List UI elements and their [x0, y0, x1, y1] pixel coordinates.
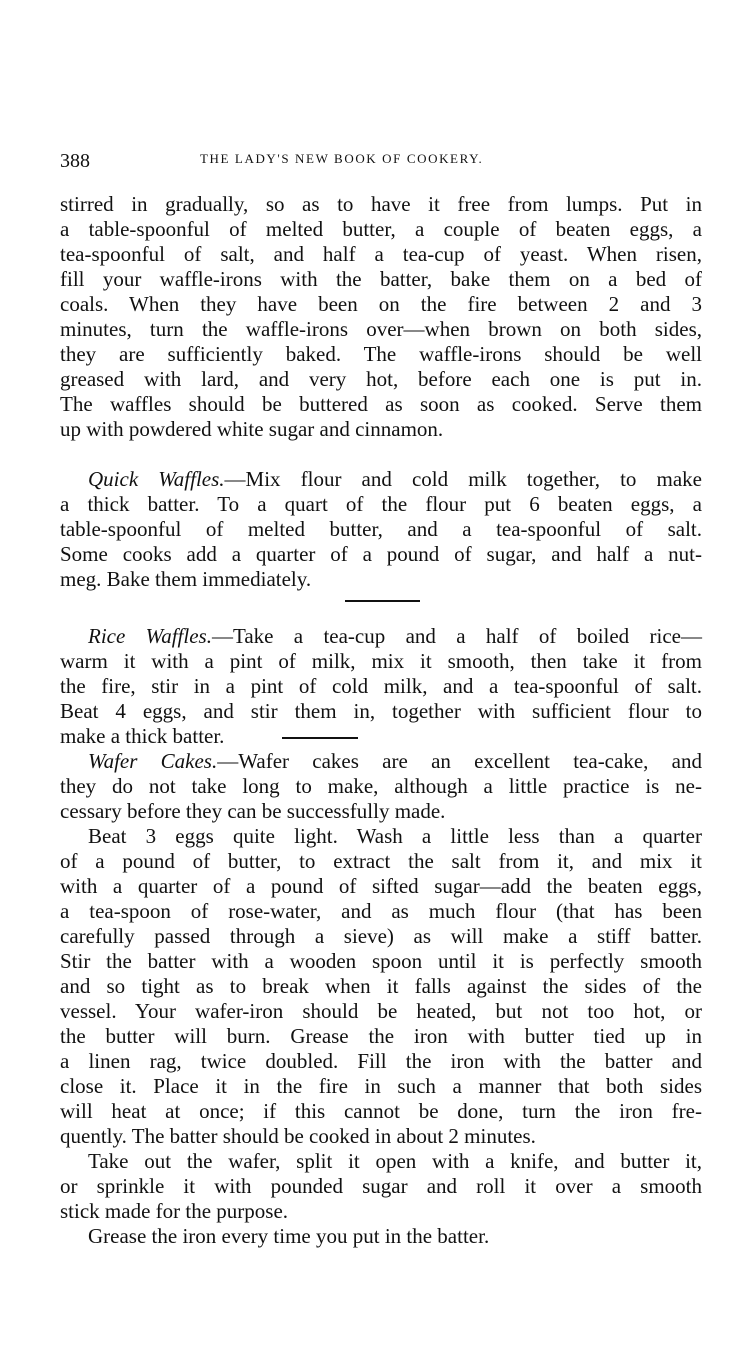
text-line — [60, 724, 702, 749]
text-line: Take out the wafer, split it open with a knife, and butter it, — [88, 1149, 702, 1173]
text-line: greased with lard, and very hot, before each one is put in. — [60, 367, 702, 391]
text-line: and so tight as to break when it falls against the sides of the — [60, 974, 702, 998]
text-line: tea-spoonful of salt, and half a tea-cup of yeast. When risen, — [60, 242, 702, 266]
text-line: the fire, stir in a pint of cold milk, and a tea-spoonful of salt. — [60, 674, 702, 698]
text-line: stick made for the purpose. — [60, 1199, 289, 1223]
text-line: a tea-spoon of rose-water, and as much flour (that has been — [60, 899, 702, 923]
text-line: close it. Place it in the fire in such a manner that both sides — [60, 1074, 702, 1098]
text-line: cessary before they can be successfully made. — [60, 799, 446, 823]
text-line: Grease the iron every time you put in the batter. — [88, 1224, 490, 1248]
text-line: warm it with a pint of milk, mix it smooth, then take it from — [60, 649, 702, 673]
divider-rule — [282, 737, 358, 739]
recipe-text: —Take a tea-cup and a half of boiled rice— — [211, 624, 702, 648]
text-line: up with powdered white sugar and cinnamon. — [60, 417, 444, 441]
section-divider — [60, 592, 702, 608]
text-line: Beat 3 eggs quite light. Wash a little less than a quarter — [88, 824, 702, 848]
running-title: THE LADY'S NEW BOOK OF COOKERY. — [200, 151, 484, 166]
rice-waffles-recipe — [60, 624, 702, 749]
recipe-title: Rice Waffles. — [88, 624, 212, 648]
text-line: Some cooks add a quarter of a pound of sugar, and half a nut- — [60, 542, 702, 566]
recipe-text: make a thick batter. — [60, 724, 225, 748]
text-line: they do not take long to make, although a little practice is ne- — [60, 774, 702, 798]
recipe-title: Quick Waffles. — [88, 467, 225, 491]
text-line: coals. When they have been on the fire between 2 and 3 — [60, 292, 702, 316]
wafer-cakes-recipe — [60, 749, 702, 1249]
text-line: they are sufficiently baked. The waffle-irons should be well — [60, 342, 702, 366]
text-line: vessel. Your wafer-iron should be heated, but not too hot, or — [60, 999, 702, 1023]
recipe-text: —Wafer cakes are an excellent tea-cake, and — [217, 749, 702, 773]
text-line: minutes, turn the waffle-irons over—when brown on both sides, — [60, 317, 702, 341]
waffles-paragraph — [60, 192, 702, 442]
divider-rule — [345, 600, 420, 602]
recipe-title: Wafer Cakes. — [88, 749, 218, 773]
text-line: Stir the batter with a wooden spoon until it is perfectly smooth — [60, 949, 702, 973]
text-line: table-spoonful of melted butter, and a tea-spoonful of salt. — [60, 517, 702, 541]
text-line: meg. Bake them immediately. — [60, 567, 312, 591]
text-line — [60, 624, 702, 649]
text-line: quently. The batter should be cooked in about 2 minutes. — [60, 1124, 536, 1148]
text-line: the butter will burn. Grease the iron with butter tied up in — [60, 1024, 702, 1048]
text-line — [60, 749, 702, 774]
page-number: 388 — [60, 150, 90, 172]
text-line: with a quarter of a pound of sifted sugar—add the beaten eggs, — [60, 874, 702, 898]
text-line: Beat 4 eggs, and stir them in, together with sufficient flour to — [60, 699, 702, 723]
text-line: a linen rag, twice doubled. Fill the iron with the batter and — [60, 1049, 702, 1073]
text-line: or sprinkle it with pounded sugar and roll it over a smooth — [60, 1174, 702, 1198]
text-line: a table-spoonful of melted butter, a couple of beaten eggs, a — [60, 217, 702, 241]
text-line: carefully passed through a sieve) as will make a stiff batter. — [60, 924, 702, 948]
text-line: fill your waffle-irons with the batter, bake them on a bed of — [60, 267, 702, 291]
spacer — [60, 608, 702, 624]
text-line: will heat at once; if this cannot be done, turn the iron fre- — [60, 1099, 702, 1123]
text-line: The waffles should be buttered as soon as cooked. Serve them — [60, 392, 702, 416]
quick-waffles-recipe — [60, 467, 702, 592]
spacer — [60, 442, 702, 467]
body-text — [60, 192, 702, 1249]
text-line: a thick batter. To a quart of the flour put 6 beaten eggs, a — [60, 492, 702, 516]
text-line: stirred in gradually, so as to have it free from lumps. Put in — [60, 192, 702, 216]
recipe-text: —Mix flour and cold milk together, to make — [224, 467, 702, 491]
text-line: of a pound of butter, to extract the salt from it, and mix it — [60, 849, 702, 873]
text-line — [60, 467, 702, 492]
